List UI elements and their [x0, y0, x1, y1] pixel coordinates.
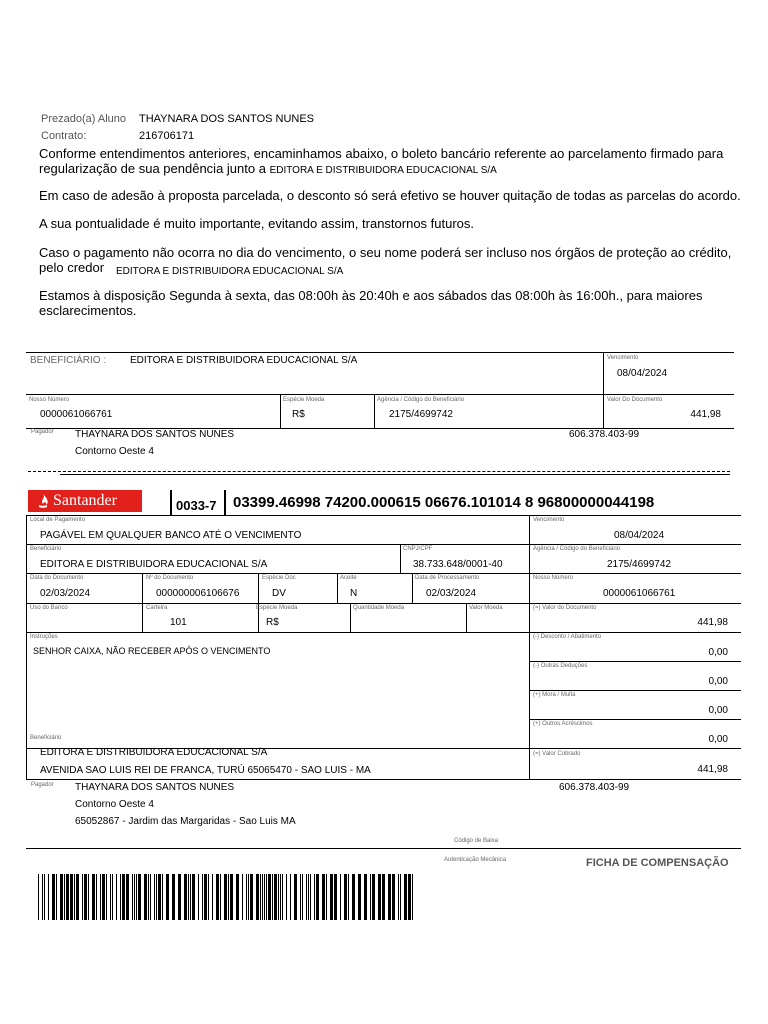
barcode-bar	[310, 874, 311, 920]
outras-deducoes-label: (-) Outras Deduções	[533, 663, 588, 669]
barcode-bar	[404, 874, 407, 920]
barcode-bar	[308, 874, 309, 920]
barcode-bar	[334, 874, 337, 920]
barcode-bar	[302, 874, 303, 920]
barcode-bar	[84, 874, 87, 920]
barcode-bar	[378, 874, 381, 920]
data-proc-label: Data de Processamento	[415, 575, 480, 581]
data-doc-label: Data do Documento	[30, 575, 84, 581]
outros-acrescimos: 0,00	[708, 734, 728, 745]
outras-deducoes: 0,00	[708, 676, 728, 687]
instrucoes-label: Instruções	[30, 634, 58, 640]
barcode-bar	[188, 874, 189, 920]
barcode-bar	[150, 874, 151, 920]
slip-agencia: 2175/4699742	[607, 559, 671, 570]
receipt-agencia: 2175/4699742	[389, 409, 453, 420]
aceite: N	[350, 588, 358, 599]
barcode-bar	[190, 874, 191, 920]
barcode-bar	[268, 874, 271, 920]
linha-digitavel: 03399.46998 74200.000615 06676.101014 8 96800000044198	[233, 494, 655, 511]
uso-banco-label: Uso do Banco	[30, 605, 68, 611]
slip-agencia-label: Agência / Código do Beneficiário	[533, 546, 621, 552]
slip-vencimento: 08/04/2024	[614, 530, 665, 541]
beneficiario2-endereco: AVENIDA SAO LUIS REI DE FRANCA, TURÚ 65065470 - SAO LUIS - MA	[40, 765, 371, 776]
bank-code: 0033-7	[176, 498, 217, 513]
barcode-bar	[64, 874, 65, 920]
barcode-bar	[228, 874, 229, 920]
quantidade-label: Quantidade Moeda	[353, 605, 405, 611]
barcode-bar	[212, 874, 213, 920]
contrato-label: Contrato:	[41, 130, 87, 142]
receipt-endereco: Contorno Oeste 4	[75, 446, 154, 457]
barcode-bar	[220, 874, 221, 920]
barcode-bar	[120, 874, 121, 920]
cut-line	[28, 471, 730, 472]
barcode-bar	[272, 874, 273, 920]
slip-pagador: THAYNARA DOS SANTOS NUNES	[75, 782, 235, 793]
valor-moeda-label: Valor Moeda	[469, 605, 503, 611]
barcode-bar	[92, 874, 95, 920]
barcode-bar	[136, 874, 137, 920]
barcode-bar	[306, 874, 307, 920]
barcode-bar	[178, 874, 181, 920]
barcode-bar	[96, 874, 97, 920]
barcode-bar	[56, 874, 57, 920]
barcode-bar	[208, 874, 209, 920]
receipt-vencimento-label: Vencimento	[607, 355, 639, 361]
slip-pagador-cpf: 606.378.403-99	[559, 782, 630, 793]
letter-company-1: EDITORA E DISTRIBUIDORA EDUCACIONAL S/A	[269, 165, 497, 176]
barcode-bar	[82, 874, 83, 920]
barcode-bar	[266, 874, 267, 920]
barcode-bar	[316, 874, 319, 920]
num-doc-label: Nº do Documento	[146, 575, 194, 581]
barcode-bar	[66, 874, 69, 920]
valor-cobrado: 441,98	[697, 764, 728, 775]
barcode-bar	[262, 874, 263, 920]
barcode-bar	[158, 874, 161, 920]
slip-especie-moeda: R$	[266, 617, 279, 628]
barcode-bar	[388, 874, 391, 920]
barcode-bar	[230, 874, 233, 920]
barcode-bar	[166, 874, 169, 920]
valor-doc-label: (=) Valor do Documento	[533, 605, 597, 611]
valor-cobrado-label: (=) Valor Cobrado	[533, 751, 581, 757]
barcode-bar	[248, 874, 249, 920]
barcode-bar	[280, 874, 281, 920]
barcode-bar	[400, 874, 401, 920]
receipt-nosso-numero-label: Nosso Número	[29, 397, 70, 403]
barcode-bar	[48, 874, 49, 920]
contrato-value: 216706171	[139, 130, 195, 142]
barcode-bar	[112, 874, 113, 920]
instrucoes: SENHOR CAIXA, NÃO RECEBER APÓS O VENCIMENTO	[33, 646, 271, 656]
slip-pagador-endereco-2: 65052867 - Jardim das Margaridas - Sao Luis MA	[75, 816, 296, 827]
barcode-bar	[116, 874, 117, 920]
barcode-bar	[110, 874, 111, 920]
barcode-bar	[314, 874, 315, 920]
beneficiario2-label: Beneficiário	[30, 735, 62, 741]
mora-label: (+) Mora / Multa	[533, 692, 576, 698]
ficha-compensacao-label: FICHA DE COMPENSAÇÃO	[586, 857, 729, 869]
barcode-bar	[278, 874, 279, 920]
barcode-bar	[132, 874, 133, 920]
slip-beneficiario: EDITORA E DISTRIBUIDORA EDUCACIONAL S/A	[40, 559, 268, 570]
barcode-bar	[340, 874, 341, 920]
receipt-especie-moeda-label: Espécie Moeda	[283, 397, 325, 403]
letter-paragraph-5: Estamos à disposição Segunda à sexta, das 08:00h às 20:40h e aos sábados das 08:00h às 16:00h., para maiores esclarecimentos.	[39, 288, 703, 318]
barcode-bar	[60, 874, 63, 920]
barcode-bar	[224, 874, 227, 920]
receipt-nosso-numero: 0000061066761	[40, 409, 113, 420]
barcode-bar	[134, 874, 135, 920]
receipt-agencia-label: Agência / Código do Beneficiário	[377, 397, 465, 403]
barcode-bar	[326, 874, 327, 920]
barcode-bar	[236, 874, 239, 920]
barcode-bar	[286, 874, 287, 920]
num-doc: 000000006106676	[156, 588, 240, 599]
barcode-bar	[192, 874, 195, 920]
barcode-bar	[106, 874, 107, 920]
codigo-baixa-label: Código de Baixa	[454, 838, 499, 844]
barcode-bar	[382, 874, 385, 920]
bank-name: Santander	[53, 492, 117, 509]
barcode-bar	[88, 874, 89, 920]
slip-nosso-numero: 0000061066761	[603, 588, 676, 599]
letter-paragraph-3: A sua pontualidade é muito importante, evitando assim, transtornos futuros.	[39, 216, 475, 231]
barcode-bar	[184, 874, 187, 920]
barcode-bar	[300, 874, 301, 920]
barcode-bar	[344, 874, 347, 920]
desconto: 0,00	[708, 647, 728, 658]
letter-paragraph-1: Conforme entendimentos anteriores, encaminhamos abaixo, o boleto bancário referente ao parcelamento firmado para regularização de sua pendência junto a EDITORA E DISTRIBUIDORA EDUCACIONAL S/A	[39, 146, 724, 176]
barcode-bar	[74, 874, 75, 920]
barcode-bar	[216, 874, 219, 920]
receipt-valor: 441,98	[690, 409, 721, 420]
barcode-bar	[70, 874, 73, 920]
receipt-beneficiario: EDITORA E DISTRIBUIDORA EDUCACIONAL S/A	[130, 355, 358, 366]
slip-nosso-numero-label: Nosso Número	[533, 575, 574, 581]
barcode-bar	[156, 874, 157, 920]
barcode-bar	[246, 874, 247, 920]
barcode-bar	[408, 874, 411, 920]
barcode-bar	[242, 874, 243, 920]
barcode-bar	[38, 874, 39, 920]
receipt-beneficiario-label: BENEFICIÁRIO :	[30, 355, 107, 366]
santander-logo	[28, 490, 142, 512]
barcode-bar	[260, 874, 261, 920]
barcode-bar	[330, 874, 333, 920]
autenticacao-label: Autenticação Mecânica	[444, 857, 507, 863]
barcode-bar	[398, 874, 399, 920]
barcode-bar	[370, 874, 371, 920]
outros-acrescimos-label: (+) Outros Acréscimos	[533, 721, 593, 727]
data-doc: 02/03/2024	[40, 588, 91, 599]
barcode-bar	[122, 874, 125, 920]
flame-icon	[37, 493, 49, 509]
barcode-bar	[364, 874, 367, 920]
barcode-bar	[138, 874, 141, 920]
cnpj: 38.733.648/0001-40	[413, 559, 503, 570]
especie-doc: DV	[272, 588, 286, 599]
data-proc: 02/03/2024	[426, 588, 477, 599]
especie-doc-label: Espécie Doc	[262, 575, 296, 581]
receipt-valor-label: Valor Do Documento	[607, 397, 663, 403]
barcode-bar	[372, 874, 375, 920]
local-pagamento: PAGÁVEL EM QUALQUER BANCO ATÉ O VENCIMENTO	[40, 530, 302, 541]
barcode-bar	[264, 874, 265, 920]
cnpj-label: CNPJ/CPF	[403, 546, 433, 552]
aceite-label: Aceite	[340, 575, 357, 581]
receipt-pagador: THAYNARA DOS SANTOS NUNES	[75, 429, 235, 440]
barcode-bar	[172, 874, 175, 920]
barcode-bar	[392, 874, 395, 920]
barcode-bar	[274, 874, 277, 920]
slip-vencimento-label: Vencimento	[533, 517, 565, 523]
barcode-bar	[358, 874, 361, 920]
letter-company-2: EDITORA E DISTRIBUIDORA EDUCACIONAL S/A	[116, 266, 344, 277]
barcode-bar	[148, 874, 149, 920]
barcode-bar	[154, 874, 155, 920]
barcode-bar	[144, 874, 147, 920]
barcode-bar	[198, 874, 199, 920]
slip-pagador-label: Pagador	[31, 782, 54, 788]
letter-paragraph-4: Caso o pagamento não ocorra no dia do vencimento, o seu nome poderá ser incluso nos órgãos de proteção ao crédito, pelo credor	[39, 245, 732, 275]
slip-beneficiario-label: Beneficiário	[30, 546, 62, 552]
receipt-pagador-label: Pagador	[31, 429, 54, 435]
barcode-bar	[352, 874, 355, 920]
receipt-vencimento: 08/04/2024	[617, 368, 668, 379]
beneficiario2: EDITORA E DISTRIBUIDORA EDUCACIONAL S/A	[40, 747, 268, 758]
barcode-bar	[322, 874, 325, 920]
barcode-bar	[52, 874, 55, 920]
local-pagamento-label: Local de Pagamento	[30, 517, 86, 523]
valor-doc: 441,98	[697, 617, 728, 628]
barcode-bar	[100, 874, 101, 920]
receipt-especie-moeda: R$	[292, 409, 305, 420]
barcode-bar	[162, 874, 163, 920]
carteira-label: Carteira	[146, 605, 168, 611]
barcode-bar	[412, 874, 413, 920]
barcode-bar	[44, 874, 45, 920]
barcode-bar	[282, 874, 283, 920]
desconto-label: (-) Desconto / Abatimento	[533, 634, 602, 640]
slip-pagador-endereco-1: Contorno Oeste 4	[75, 799, 154, 810]
barcode-bar	[294, 874, 297, 920]
barcode-bar	[202, 874, 203, 920]
barcode-bar	[126, 874, 129, 920]
slip-especie-moeda-label: Espécie Moeda	[256, 605, 298, 611]
receipt-cpf: 606.378.403-99	[569, 429, 640, 440]
barcode-bar	[290, 874, 291, 920]
barcode-bar	[76, 874, 79, 920]
letter-paragraph-2: Em caso de adesão à proposta parcelada, o desconto só será efetivo se houver quitação de todas as parcelas do acordo.	[39, 188, 741, 203]
barcode	[38, 874, 420, 920]
barcode-bar	[250, 874, 253, 920]
mora: 0,00	[708, 705, 728, 716]
barcode-bar	[102, 874, 105, 920]
barcode-bar	[204, 874, 207, 920]
barcode-bar	[256, 874, 259, 920]
barcode-bar	[348, 874, 349, 920]
barcode-bar	[42, 874, 43, 920]
aluno-name: THAYNARA DOS SANTOS NUNES	[139, 113, 315, 125]
carteira: 101	[170, 617, 187, 628]
aluno-label: Prezado(a) Aluno	[41, 113, 126, 125]
